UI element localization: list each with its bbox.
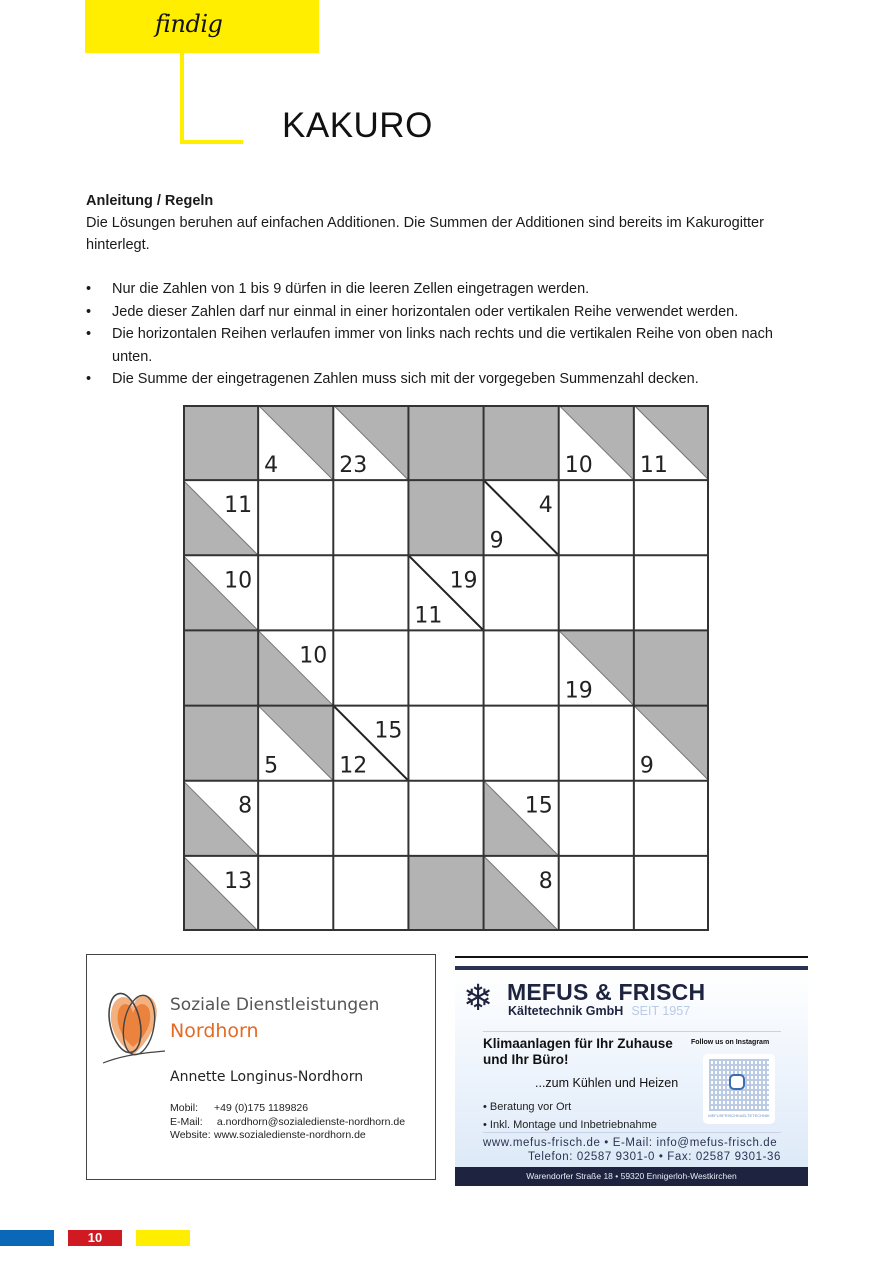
right-clue: 13 <box>224 868 253 894</box>
ad-mefus-frisch <box>455 954 808 1182</box>
contact-label: E-Mail: <box>170 1115 203 1128</box>
divider <box>483 1031 781 1032</box>
empty-cell[interactable] <box>484 630 559 705</box>
ad-address: Warendorfer Straße 18 • 59320 Ennigerloh-Westkirchen <box>455 1167 808 1186</box>
down-clue: 5 <box>264 753 279 779</box>
ad-soziale-dienstleistungen <box>86 954 436 1180</box>
bullet-icon: • <box>86 303 92 320</box>
decorative-line-horizontal <box>180 140 243 144</box>
ad-web-email: www.mefus-frisch.de • E-Mail: info@mefus-frisch.de <box>483 1137 778 1149</box>
decorative-line-vertical <box>180 53 184 143</box>
snowflake-icon: ❄ <box>463 977 494 1018</box>
qr-caption: MEFUSFRISCHKAELTETECHNIK <box>708 1113 770 1118</box>
contact-value: +49 (0)175 1189826 <box>214 1102 309 1114</box>
rule-text: Nur die Zahlen von 1 bis 9 dürfen in die leeren Zellen eingetragen werden. <box>112 281 590 297</box>
ad-subtitle <box>508 1004 690 1018</box>
qr-code <box>703 1054 775 1124</box>
down-clue: 11 <box>639 453 668 479</box>
right-clue: 8 <box>238 793 253 819</box>
empty-cell[interactable] <box>408 630 483 705</box>
ad-phone-fax: Telefon: 02587 9301-0 • Fax: 02587 9301-36 <box>527 1151 781 1163</box>
kakuro-grid-svg <box>183 405 709 931</box>
down-clue: 12 <box>339 753 368 779</box>
empty-cell[interactable] <box>258 856 333 931</box>
empty-cell[interactable] <box>408 706 483 781</box>
down-clue: 9 <box>639 753 654 779</box>
right-clue: 8 <box>538 868 553 894</box>
block-cell <box>408 856 483 931</box>
right-clue: 11 <box>224 493 253 519</box>
bullet-icon: • <box>86 326 92 342</box>
block-cell <box>484 405 559 480</box>
empty-cell[interactable] <box>333 856 408 931</box>
empty-cell[interactable] <box>333 480 408 555</box>
instructions-intro: Die Lösungen beruhen auf einfachen Additionen. Die Summen der Additionen sind bereits im Kakurogitter hinterlegt. <box>86 215 764 253</box>
empty-cell[interactable] <box>559 480 634 555</box>
bullet-icon: • <box>86 371 92 387</box>
rule-text: Die Summe der eingetragenen Zahlen muss sich mit der vorgegeben Summenzahl decken. <box>112 371 699 387</box>
empty-cell[interactable] <box>333 630 408 705</box>
page-number: 10 <box>68 1230 122 1246</box>
down-clue: 23 <box>339 453 368 479</box>
ad-bullets <box>483 1098 657 1134</box>
brand-logo-box <box>85 0 319 53</box>
empty-cell[interactable] <box>333 781 408 856</box>
heart-logo-icon <box>103 985 165 1065</box>
instructions <box>86 190 806 391</box>
empty-cell[interactable] <box>484 555 559 630</box>
block-cell <box>183 706 258 781</box>
right-clue: 10 <box>299 643 328 669</box>
bullet-icon: • <box>86 281 92 297</box>
ad-tagline: ...zum Kühlen und Heizen <box>535 1076 679 1090</box>
divider <box>455 956 808 958</box>
empty-cell[interactable] <box>634 480 709 555</box>
contact-value: a.nordhorn@sozialedienste-nordhorn.de <box>216 1115 406 1128</box>
empty-cell[interactable] <box>559 781 634 856</box>
ad-subtitle-text: Kältetechnik GmbH <box>508 1004 624 1018</box>
contact-label: Website: <box>170 1129 211 1141</box>
contact-mobile <box>170 1102 405 1116</box>
rule-text: Jede dieser Zahlen darf nur einmal in einer horizontalen oder vertikalen Reihe verwendet werden. <box>112 303 739 320</box>
contact-label: Mobil: <box>170 1102 199 1114</box>
block-cell <box>183 630 258 705</box>
footer-bar-yellow <box>136 1230 190 1246</box>
org-location: Nordhorn <box>170 1020 259 1042</box>
instructions-heading: Anleitung / Regeln <box>86 193 214 209</box>
empty-cell[interactable] <box>258 555 333 630</box>
page-title: KAKURO <box>282 106 433 145</box>
down-clue: 11 <box>414 603 443 629</box>
footer-bar-blue <box>0 1230 54 1246</box>
block-cell <box>408 480 483 555</box>
empty-cell[interactable] <box>559 555 634 630</box>
ad-bullet: • Inkl. Montage und Inbetriebnahme <box>483 1119 657 1131</box>
empty-cell[interactable] <box>634 781 709 856</box>
rule-item <box>86 301 806 324</box>
rule-item <box>86 323 806 368</box>
empty-cell[interactable] <box>258 480 333 555</box>
empty-cell[interactable] <box>333 555 408 630</box>
block-cell <box>183 405 258 480</box>
brand-logo: findig <box>155 10 223 38</box>
down-clue: 4 <box>264 453 279 479</box>
kakuro-grid <box>183 405 709 931</box>
right-clue: 4 <box>538 493 553 519</box>
contact-email <box>170 1116 405 1130</box>
right-clue: 15 <box>524 793 553 819</box>
right-clue: 19 <box>449 568 478 594</box>
down-clue: 9 <box>489 528 504 554</box>
ad-since: SEIT 1957 <box>631 1004 691 1018</box>
right-clue: 10 <box>224 568 253 594</box>
empty-cell[interactable] <box>484 706 559 781</box>
empty-cell[interactable] <box>634 555 709 630</box>
org-name: Soziale Dienstleistungen <box>170 995 380 1015</box>
empty-cell[interactable] <box>559 856 634 931</box>
instagram-icon <box>729 1074 745 1090</box>
contact-details <box>170 1102 405 1143</box>
instagram-follow-text: Follow us on Instagram <box>691 1039 770 1046</box>
rule-text: Die horizontalen Reihen verlaufen immer von links nach rechts und die vertikalen Reihe von oben nach unten. <box>112 326 773 365</box>
ad-bullet: • Beratung vor Ort <box>483 1101 572 1113</box>
empty-cell[interactable] <box>559 706 634 781</box>
down-clue: 10 <box>564 453 593 479</box>
block-cell <box>634 630 709 705</box>
down-clue: 19 <box>564 678 593 704</box>
ad-body <box>455 966 808 1182</box>
rule-item <box>86 278 806 301</box>
divider <box>483 1132 781 1133</box>
empty-cell[interactable] <box>634 856 709 931</box>
rules-list <box>86 278 806 391</box>
empty-cell[interactable] <box>258 781 333 856</box>
block-cell <box>408 405 483 480</box>
contact-website <box>170 1129 405 1143</box>
ad-brand: MEFUS & FRISCH <box>507 979 706 1005</box>
contact-name: Annette Longinus-Nordhorn <box>170 1069 364 1085</box>
ad-claim: Klimaanlagen für Ihr Zuhause und Ihr Büro! <box>483 1036 673 1067</box>
right-clue: 15 <box>374 718 403 744</box>
contact-value: www.sozialedienste-nordhorn.de <box>214 1129 366 1141</box>
rule-item <box>86 368 806 391</box>
empty-cell[interactable] <box>408 781 483 856</box>
